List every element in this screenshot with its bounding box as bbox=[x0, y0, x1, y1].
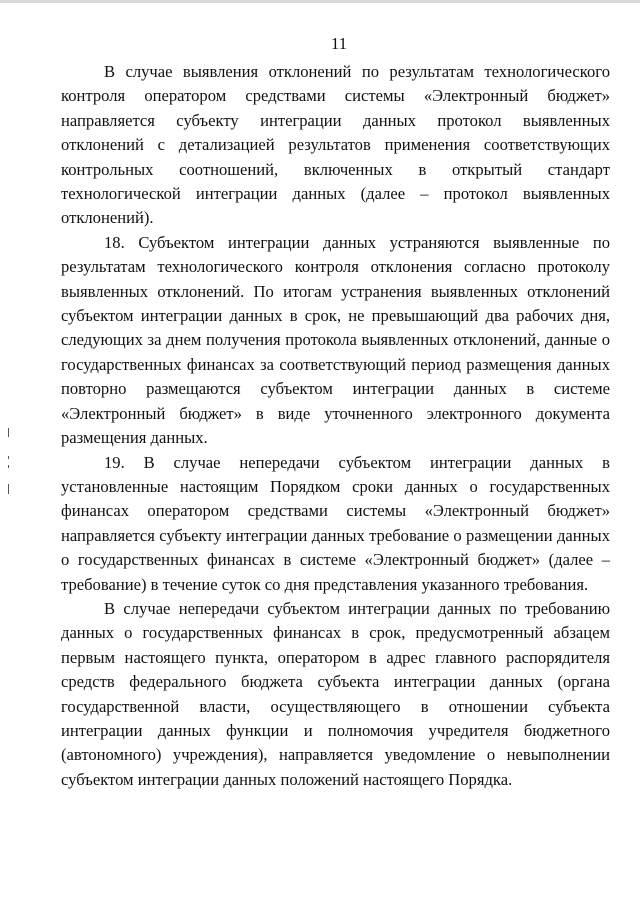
paragraph-protocol: В случае выявления отклонений по результатам технологического контроля оператором средствами системы «Электронный бюджет» направляется субъекту интеграции данных протокол выявленных отклонений с детализацией результатов применения соответствующих контрольных соотношений, включенных в открытый стандарт технологической интеграции данных (далее – протокол выявленных отклонений). bbox=[61, 62, 610, 228]
paragraph-19: 19. В случае непередачи субъектом интеграции данных в установленные настоящим Порядком сроки данных о государственных финансах оператором средствами системы «Электронный бюджет» направляется субъекту интеграции данных требование о размещении данных о государственных финансах в системе «Электронный бюджет» (далее – требование) в течение суток со дня представления указанного требования. bbox=[61, 452, 610, 594]
margin-scan-marks bbox=[7, 428, 11, 498]
page-top-edge bbox=[0, 0, 640, 3]
document-body bbox=[61, 60, 610, 792]
paragraph-notification: В случае непередачи субъектом интеграции данных по требованию данных о государственных финансах в срок, предусмотренный абзацем первым настоящего пункта, оператором в адрес главного распорядителя средств федерального бюджета субъекта интеграции данных (органа государственной власти, осуществляющего в отношении субъекта интеграции данных функции и полномочия учредителя бюджетного (автономного) учреждения), направляется уведомление о невыполнении субъектом интеграции данных положений настоящего Порядка. bbox=[61, 598, 610, 789]
page-number: 11 bbox=[330, 34, 348, 53]
paragraph-18: 18. Субъектом интеграции данных устраняются выявленные по результатам технологического контроля отклонения согласно протоколу выявленных отклонений. По итогам устранения выявленных отклонений субъектом интеграции данных в срок, не превышающий два рабочих дня, следующих за днем получения протокола выявленных отклонений, данные о государственных финансах за соответствующий период размещения данных повторно размещаются субъектом интеграции данных в системе «Электронный бюджет» в виде уточненного электронного документа размещения данных. bbox=[61, 232, 610, 448]
